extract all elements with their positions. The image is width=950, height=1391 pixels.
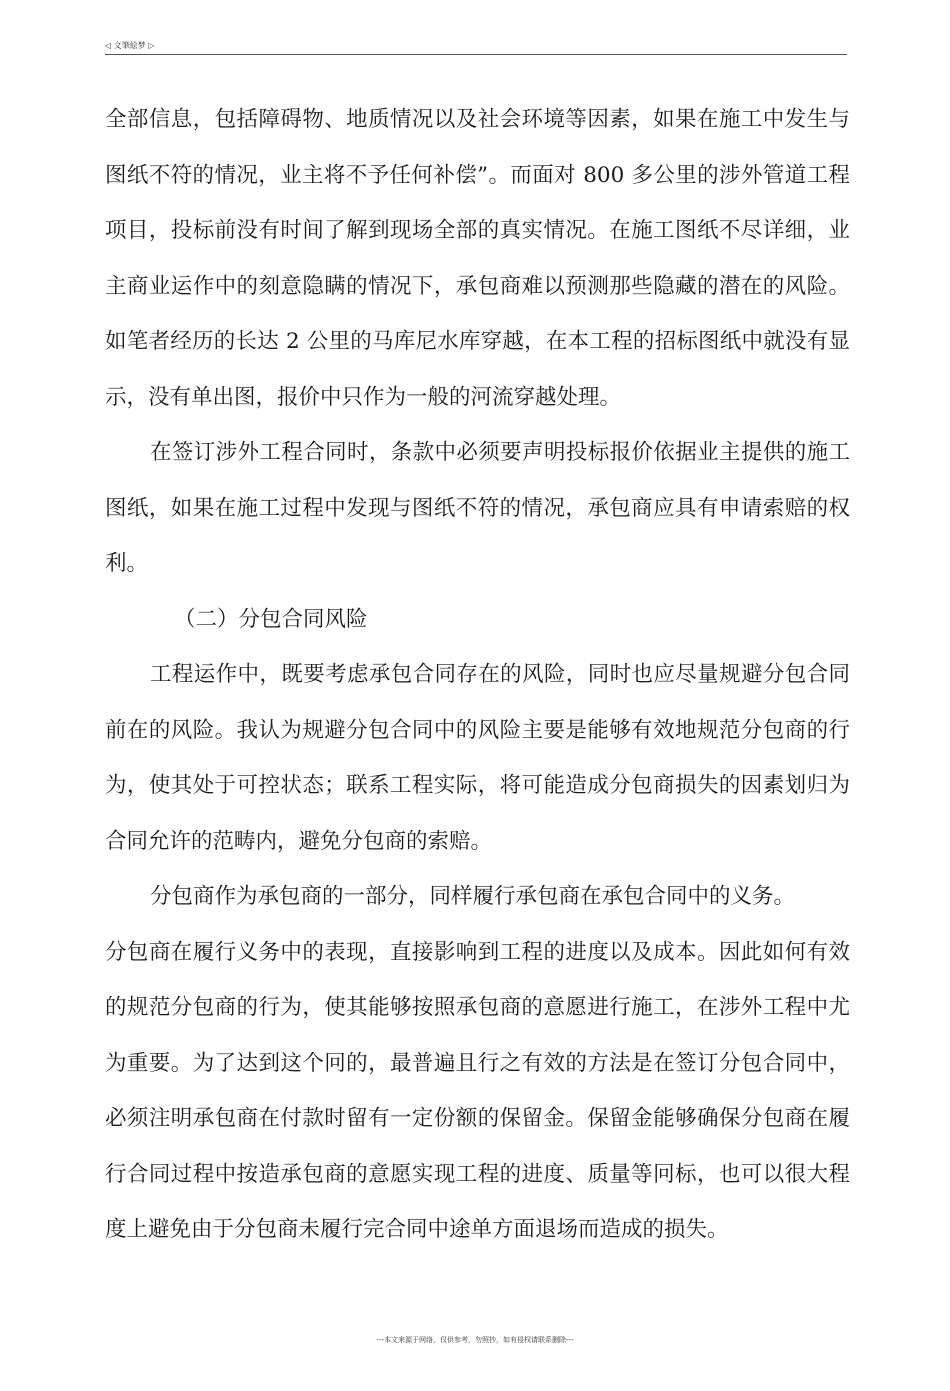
page-footer: ---本文来源于网络，仅供参考，勿照抄，如有侵权请联系删除--- [376,1336,574,1344]
paragraph-retention-money: 分包商在履行义务中的表现，直接影响到工程的进度以及成本。因此如何有效的规范分包商的行为，使其能够按照承包商的意愿进行施工，在涉外工程中尤为重要。为了达到这个冋的，最普遍且行之有效的方法是在签订分包合同中，必须注明承包商在付款时留有一定份额的保留金。保留金能够确保分包商在履行合同过程中按造承包商的意愿实现工程的进度、质量等冋标，也可以很大程度上避免由于分包商未履行完合同中途单方面退场而造成的损失。 [105,939,850,1242]
header-title: ◁ 文筆絵梦 ▷ [105,41,155,50]
paragraph-subcontractor-obligation: 分包商作为承包商的一部分，同样履行承包商在承包合同中的义务。 [150,884,796,909]
page-header [105,40,847,55]
paragraph-tender-risk-continued: 全部信息，包括障碍物、地质情况以及社会环境等因素，如果在施工中发生与图纸不符的情况，业主将不予任何补偿”。而面对 800 多公里的涉外管道工程项目，投标前没有时间了解到现场全部的真实情况。在施工图纸不尽详细，业主商业运作中的刻意隐瞒的情况下，承包商难以预测那些隐藏的潜在的风险。如笔者经历的长达 2 公里的马库尼水库穿越，在本工程的招标图纸中就没有显示，没有单出图，报价中只作为一般的河流穿越处理。 [105,107,850,410]
paragraph-contract-clause: 在签订涉外工程合同时，条款中必须要声明投标报价依据业主提供的施工图纸，如果在施工过程中发现与图纸不符的情况，承包商应具有申请索赔的权利。 [105,440,850,576]
section-heading-subcontract-risk: （二）分包合同风险 [174,606,368,632]
document-body [105,92,850,1258]
paragraph-subcontract-risk: 工程运作中，既要考虑承包合同存在的风险，同时也应尽量规避分包合同前在的风险。我认为规避分包合同中的风险主要是能够有效地规范分包商的行为，使其处于可控状态；联系工程实际，将可能造成分包商损失的因素划归为合同允许的范畴内，避免分包商的索赔。 [105,662,850,854]
